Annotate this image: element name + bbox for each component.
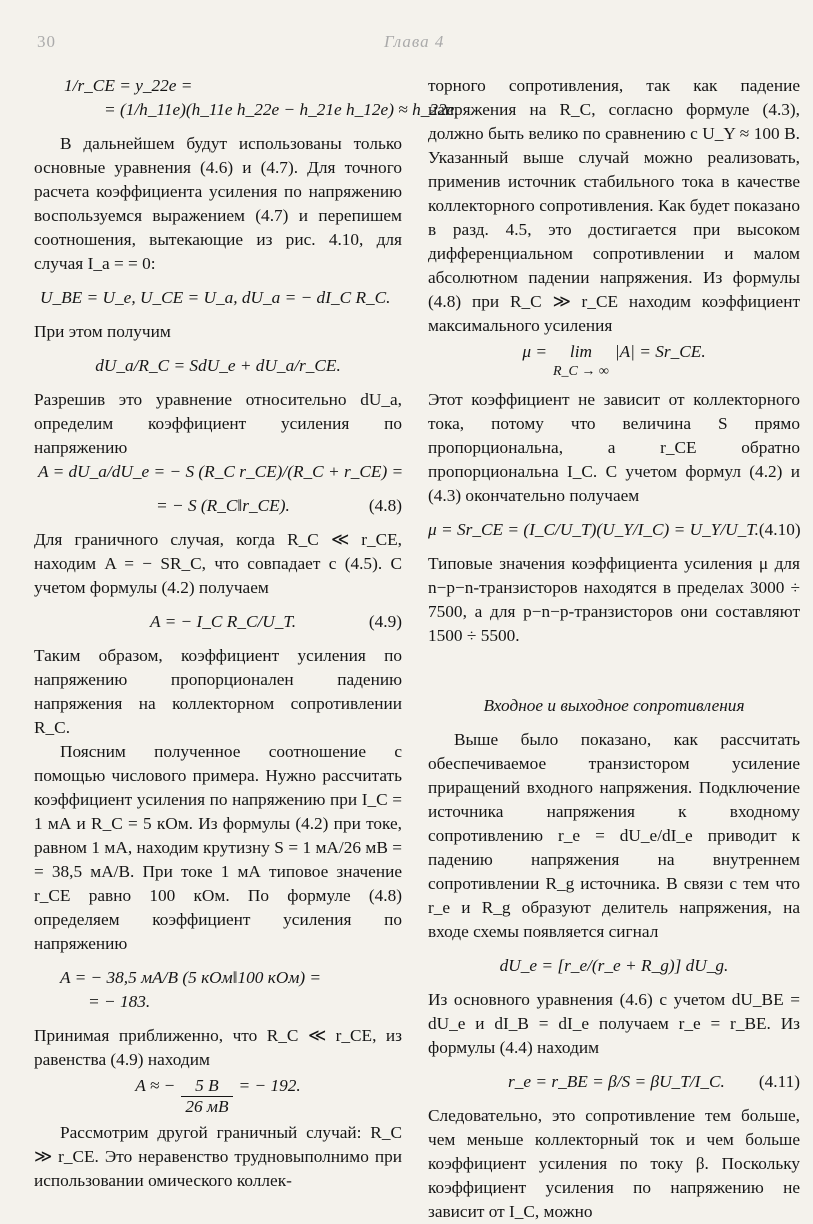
fraction-denominator: 26 мВ — [185, 1097, 229, 1116]
equation-row — [34, 494, 402, 518]
equation: r_e = r_BE = β/S = βU_T/I_C. — [508, 1072, 725, 1091]
section-title: Входное и выходное сопротивления — [483, 696, 745, 715]
paragraph: Из основного уравнения (4.6) с учетом dU_BE = dU_e и dI_B = dI_e получаем r_e = r_BE. Из формулы (4.4) находим — [428, 990, 800, 1057]
equation-fraction — [34, 1074, 402, 1117]
equation: dU_e = [r_e/(r_e + R_g)] dU_g. — [499, 956, 729, 975]
equation-rhs: |A| = Sr_CE. — [614, 342, 706, 361]
fraction — [181, 1076, 232, 1117]
equation-lhs: A ≈ − — [135, 1076, 176, 1095]
fraction-numerator: 5 В — [181, 1076, 232, 1097]
paragraph: Разрешив это уравнение относительно dU_a, определим коэффициент усиления по напряжению — [34, 390, 402, 457]
paragraph: В дальнейшем будут использованы только основные уравнения (4.6) и (4.7). Для точного расчета коэффициента усиления по напряжению воспользуемся выражением (4.7) и перепишем соотношения, вытекающие из рис. 4.10, для случая I_a = = 0: — [34, 134, 402, 273]
right-column — [428, 74, 800, 1224]
left-column — [34, 74, 459, 1193]
page-header — [0, 32, 813, 56]
equation-number: (4.10) — [758, 520, 801, 539]
paragraph: торного сопротивления, так как падение напряжения на R_C, согласно формуле (4.3), должно быть велико по сравнению с U_Y ≈ 100 В. Указанный выше случай можно реализовать, применив источник стабильного тока в качестве коллекторного сопротивления. Как будет показано в разд. 4.5, это достигается при высоком дифференциальном сопротивлении и малом абсолютном падении напряжения. Из формулы (4.8) при R_C ≫ r_CE находим коэффициент максимального усиления — [428, 76, 800, 335]
equation-rhs: = − 192. — [238, 1076, 301, 1095]
paragraph: Этот коэффициент не зависит от коллекторного тока, потому что величина S прямо пропорциональна, а r_CE обратно пропорциональна I_C. С учетом формул (4.2) и (4.3) окончательно получаем — [428, 390, 800, 505]
chapter-title: Глава 4 — [384, 32, 445, 51]
equation: = (1/h_11e)(h_11e h_22e − h_21e h_12e) ≈ h_22e. — [104, 100, 459, 119]
paragraph: Принимая приближенно, что R_C ≪ r_CE, из равенства (4.9) находим — [34, 1026, 402, 1069]
paragraph: Поясним полученное соотношение с помощью числового примера. Нужно рассчитать коэффициент усиления по напряжению при I_C = 1 мА и R_C = 5 кОм. Из формулы (4.2) при токе, равном 1 мА, находим крутизну S = 1 мА/26 мВ = = 38,5 мА/В. При токе 1 мА типовое значение r_CE равно 100 кОм. По формуле (4.8) определяем коэффициент усиления по напряжению — [34, 742, 402, 953]
paragraph: Следовательно, это сопротивление тем больше, чем меньше коллекторный ток и чем больше коэффициент усиления по току β. Поскольку коэффициент усиления по напряжению не зависит от I_C, можно — [428, 1106, 800, 1221]
equation: = − 183. — [88, 992, 151, 1011]
equation-row — [428, 518, 800, 542]
equation-number: (4.8) — [368, 496, 402, 515]
equation: A = − I_C R_C/U_T. — [150, 612, 297, 631]
equation: A = − 38,5 мА/В (5 кОм‖100 кОм) = — [60, 968, 322, 987]
page-number: 30 — [37, 32, 56, 51]
equation-number: (4.11) — [758, 1072, 800, 1091]
paragraph: При этом получим — [34, 322, 171, 341]
equation-row — [34, 610, 402, 634]
limit-label: lim — [569, 342, 592, 361]
equation: A = dU_a/dU_e = − S (R_C r_CE)/(R_C + r_CE) = — [38, 462, 404, 481]
equation-lhs: μ = — [522, 342, 547, 361]
limit-subscript: R_C → ∞ — [553, 364, 609, 379]
equation: = − S (R_C‖r_CE). — [156, 496, 290, 515]
limit-operator — [553, 342, 609, 382]
equation: dU_a/R_C = SdU_e + dU_a/r_CE. — [95, 356, 341, 375]
paragraph: Типовые значения коэффициента усиления μ для n−p−n-транзисторов находятся в пределах 3000 ÷ 7500, а для p−n−p-транзисторов они составляют 1500 ÷ 5500. — [428, 554, 800, 645]
equation-limit — [428, 340, 800, 382]
equation-number: (4.9) — [368, 612, 402, 631]
paragraph: Таким образом, коэффициент усиления по напряжению пропорционален падению напряжения на коллекторном сопротивлении R_C. — [34, 646, 402, 737]
equation: U_BE = U_e, U_CE = U_a, dU_a = − dI_C R_C. — [40, 288, 391, 307]
paragraph: Рассмотрим другой граничный случай: R_C ≫ r_CE. Это неравенство трудновыполнимо при использовании омического коллек- — [34, 1123, 402, 1190]
equation: 1/r_CE = y_22e = — [64, 76, 193, 95]
paragraph: Выше было показано, как рассчитать обеспечиваемое транзистором усиление приращений входного напряжения. Подключение источника напряжения к входному сопротивлению r_e = dU_e/dI_e приводит к падению напряжения на внутреннем сопротивлении R_g источника. В связи с тем что r_e и R_g образуют делитель напряжения, на входе схемы появляется сигнал — [428, 730, 800, 941]
paragraph: Для граничного случая, когда R_C ≪ r_CE, находим A = − SR_C, что совпадает с (4.5). С учетом формулы (4.2) получаем — [34, 530, 402, 597]
equation: μ = Sr_CE = (I_C/U_T)(U_Y/I_C) = U_Y/U_T. — [428, 520, 759, 539]
equation-row — [428, 1070, 800, 1094]
